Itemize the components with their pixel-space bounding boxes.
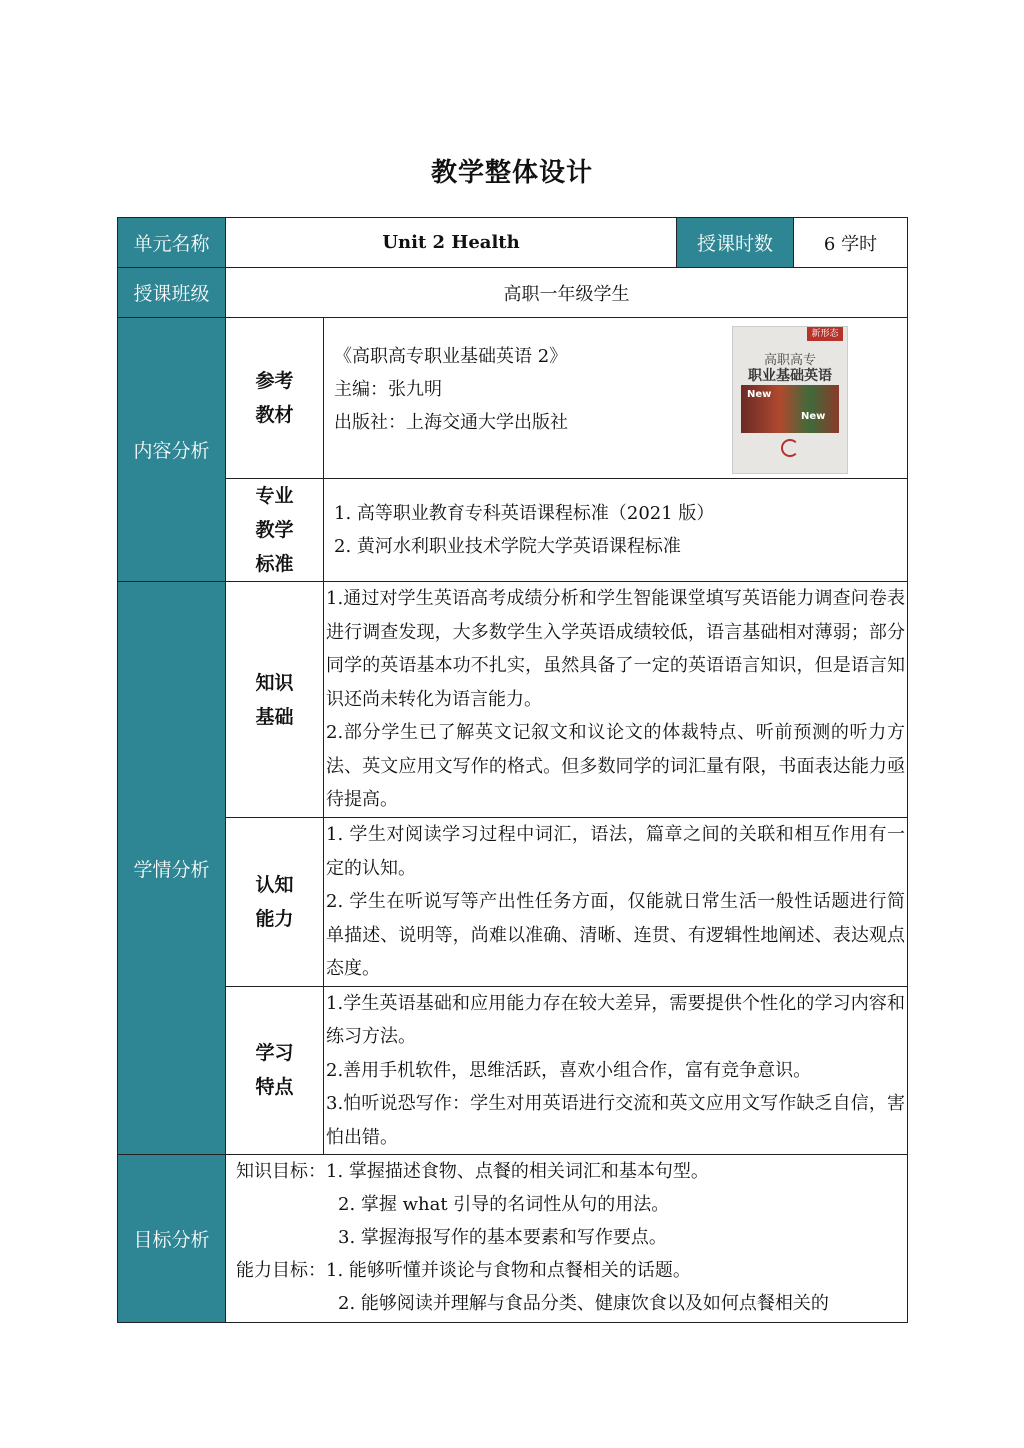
cover-brand: New [747, 389, 772, 400]
textbook-lines [334, 340, 568, 439]
textbook-cover-image [732, 326, 848, 474]
traits-cell [324, 986, 908, 1155]
learner-analysis-label: 学情分析 [118, 582, 226, 1155]
goal-category: 能力目标： [236, 1260, 326, 1281]
standard-row [118, 479, 908, 582]
hours-label: 授课时数 [677, 218, 794, 268]
design-table [117, 217, 908, 1323]
paragraph: 1. 学生对阅读学习过程中词汇，语法，篇章之间的关联和相互作用有一定的认知。 [326, 824, 906, 879]
goals-label: 目标分析 [118, 1155, 226, 1323]
standard-cell [324, 479, 908, 582]
cognition-row [118, 818, 908, 987]
cover-logo-icon [781, 439, 799, 457]
textbook-line: 出版社：上海交通大学出版社 [334, 412, 568, 433]
goal-category: 知识目标： [236, 1161, 326, 1182]
goal-item: 3. 掌握海报写作的基本要素和写作要点。 [338, 1227, 667, 1248]
textbook-line: 主编：张九明 [334, 379, 442, 400]
traits-text [324, 987, 907, 1155]
textbook-label-text: 参考教材 [255, 370, 294, 426]
cover-title-top: 高职高专 [763, 353, 816, 368]
knowledge-text [324, 582, 907, 817]
standard-item: 1. 高等职业教育专科英语课程标准（2021 版） [334, 503, 715, 524]
class-value: 高职一年级学生 [226, 268, 908, 318]
unit-name-label: 单元名称 [118, 218, 226, 268]
paragraph: 2. 学生在听说写等产出性任务方面，仅能就日常生活一般性话题进行简单描述、说明等，尚难以准确、清晰、连贯、有逻辑性地阐述、表达观点态度。 [326, 891, 906, 979]
standard-list [324, 497, 907, 563]
cover-badge: 新形态 [807, 327, 843, 341]
unit-name-value: Unit 2 Health [226, 218, 677, 268]
goal-item: 2. 能够阅读并理解与食品分类、健康饮食以及如何点餐相关的 [338, 1293, 829, 1314]
cognition-text [324, 818, 907, 986]
class-label: 授课班级 [118, 268, 226, 318]
textbook-cell [324, 318, 908, 479]
goal-item: 1. 掌握描述食物、点餐的相关词汇和基本句型。 [326, 1161, 709, 1182]
textbook-line: 《高职高专职业基础英语 2》 [334, 346, 568, 367]
content-analysis-label: 内容分析 [118, 318, 226, 582]
paragraph: 2.善用手机软件，思维活跃，喜欢小组合作，富有竞争意识。 [326, 1059, 812, 1081]
cover-brand: New [801, 411, 826, 422]
goal-line [236, 1155, 907, 1188]
knowledge-label-text: 知识基础 [255, 671, 294, 728]
unit-row [118, 218, 908, 268]
paragraph: 2.部分学生已了解英文记叙文和议论文的体裁特点、听前预测的听力方法、英文应用文写作的格式。但多数同学的词汇量有限，书面表达能力亟待提高。 [326, 722, 906, 811]
cognition-label-text: 认知能力 [255, 873, 294, 930]
paragraph: 3.怕听说恐写作：学生对用英语进行交流和英文应用文写作缺乏自信，害怕出错。 [326, 1093, 906, 1148]
cognition-cell [324, 818, 908, 987]
goal-item: 2. 掌握 what 引导的名词性从句的用法。 [338, 1194, 670, 1215]
knowledge-cell [324, 582, 908, 818]
traits-label [226, 986, 324, 1155]
goals-row [118, 1155, 908, 1323]
textbook-block [324, 318, 907, 478]
knowledge-label [226, 582, 324, 818]
traits-row [118, 986, 908, 1155]
cognition-label [226, 818, 324, 987]
goals-cell [226, 1155, 908, 1323]
goal-line [236, 1254, 907, 1287]
textbook-label [226, 318, 324, 479]
traits-label-text: 学习特点 [255, 1042, 294, 1099]
standard-label-text: 专业教学标准 [255, 485, 294, 575]
class-row [118, 268, 908, 318]
paragraph: 1.通过对学生英语高考成绩分析和学生智能课堂填写英语能力调查问卷表进行调查发现，大多数学生入学英语成绩较低，语言基础相对薄弱；部分同学的英语基本功不扎实，虽然具备了一定的英语语言知识，但是语言知识还尚未转化为语言能力。 [326, 588, 906, 710]
hours-value: 6 学时 [794, 218, 908, 268]
goals-list [226, 1155, 907, 1320]
page-title: 教学整体设计 [430, 158, 593, 188]
paragraph: 1.学生英语基础和应用能力存在较大差异，需要提供个性化的学习内容和练习方法。 [326, 992, 906, 1047]
knowledge-row [118, 582, 908, 818]
standard-label [226, 479, 324, 582]
standard-item: 2. 黄河水利职业技术学院大学英语课程标准 [334, 536, 681, 557]
textbook-row [118, 318, 908, 479]
cover-title-main: 职业基础英语 [748, 368, 832, 384]
goal-item: 1. 能够听懂并谈论与食物和点餐相关的话题。 [326, 1260, 691, 1281]
